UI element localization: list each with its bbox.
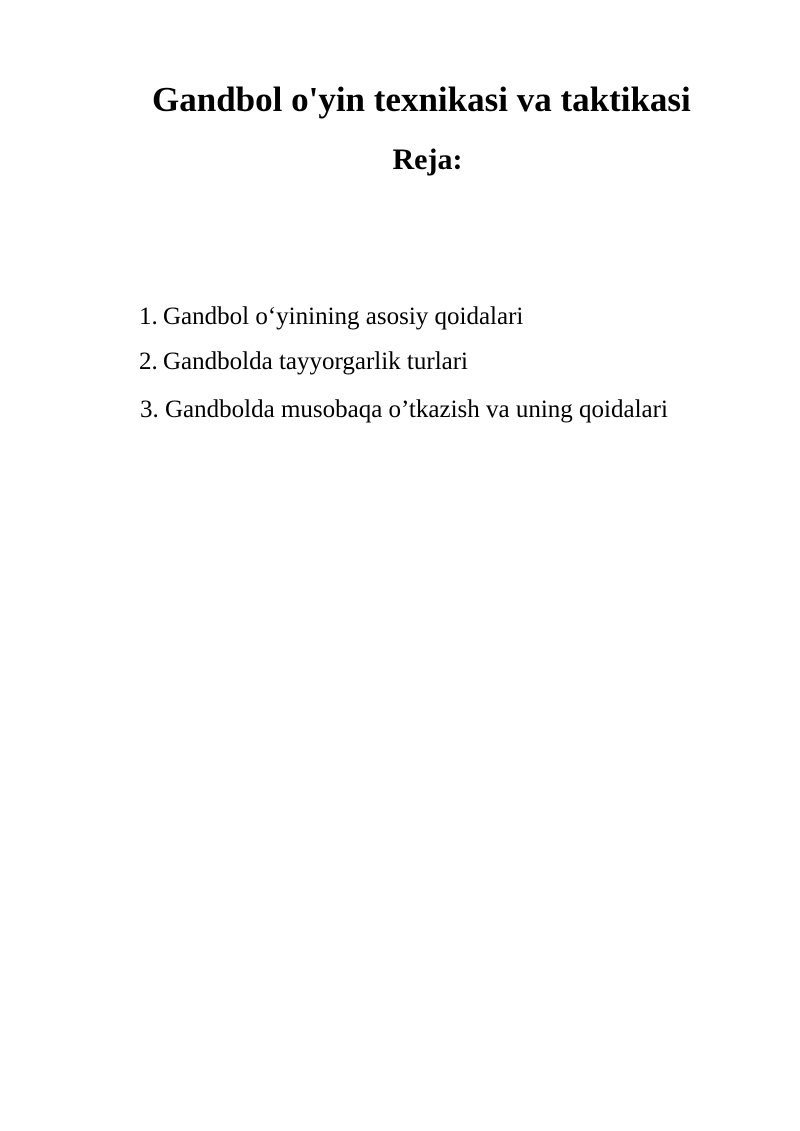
plan-item-number: 1. — [139, 303, 158, 330]
plan-item-text: Gandbolda tayyorgarlik turlari — [163, 348, 469, 375]
plan-item-text: Gandbolda musobaqa o’tkazish va uning qoidalari — [165, 396, 668, 423]
plan-heading: Reja: — [392, 143, 463, 176]
plan-item-number: 3. — [140, 396, 159, 423]
plan-item-1 — [139, 302, 523, 332]
plan-item-3 — [114, 394, 702, 425]
plan-item-number: 2. — [139, 348, 158, 375]
plan-item-2 — [139, 347, 468, 377]
document-title: Gandbol o'yin texnikasi va taktikasi — [152, 80, 691, 119]
plan-item-text: Gandbol o‘yinining asosiy qoidalari — [163, 303, 524, 330]
